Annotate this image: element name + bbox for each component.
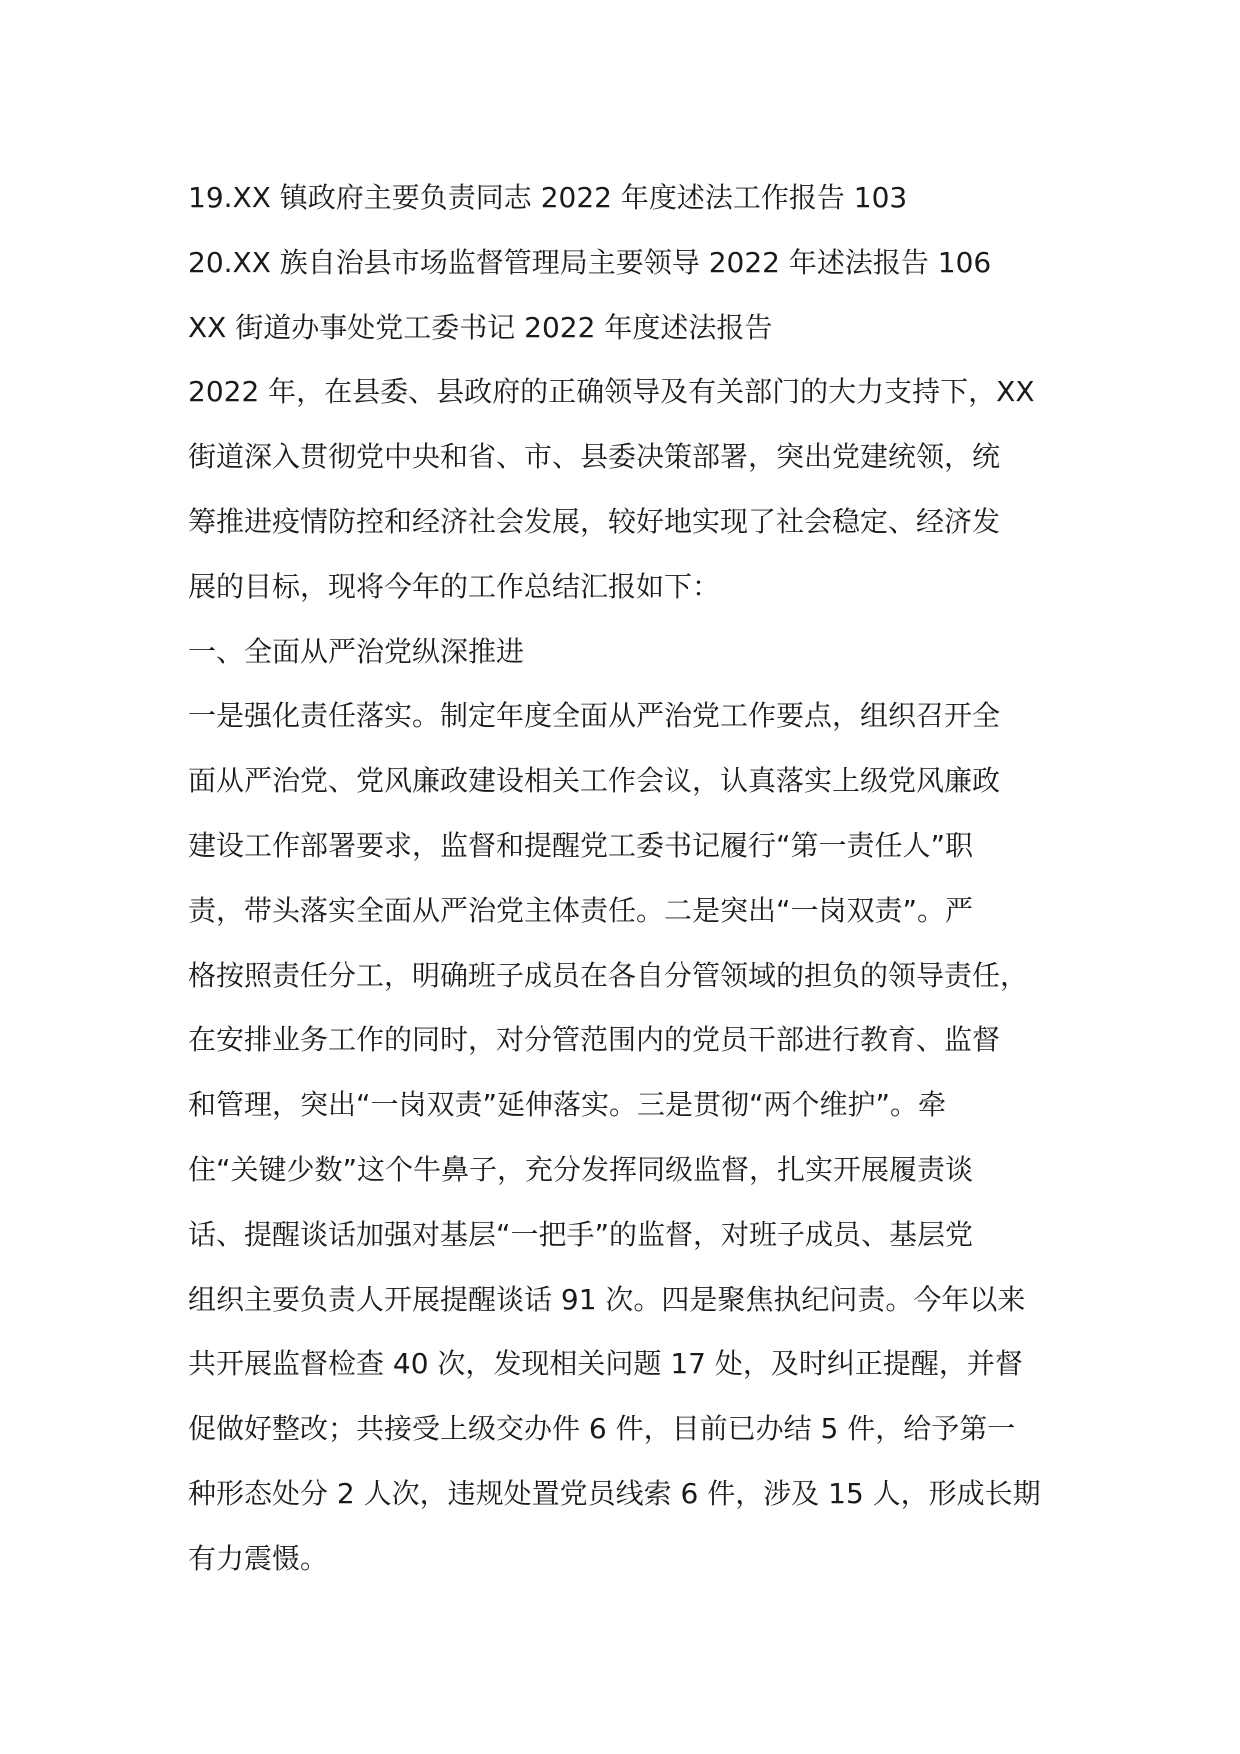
body-line: 住“关键少数”这个牛鼻子，充分发挥同级监督，扎实开展履责谈 (188, 1152, 974, 1186)
intro-line: 街道深入贯彻党中央和省、市、县委决策部署，突出党建统领，统 (188, 440, 1001, 474)
body-line: 促做好整改；共接受上级交办件 6 件，目前已办结 5 件，给予第一 (188, 1412, 1016, 1446)
body-line: 一是强化责任落实。制定年度全面从严治党工作要点，组织召开全 (188, 699, 1001, 733)
body-line: 组织主要负责人开展提醒谈话 91 次。四是聚焦执纪问责。今年以来 (188, 1282, 1026, 1316)
document-body (188, 166, 1108, 1592)
intro-line: 2022 年，在县委、县政府的正确领导及有关部门的大力支持下，XX (188, 375, 1035, 409)
body-line: 种形态处分 2 人次，违规处置党员线索 6 件，涉及 15 人，形成长期 (188, 1476, 1041, 1510)
report-title: XX 街道办事处党工委书记 2022 年度述法报告 (188, 310, 773, 344)
intro-line: 筹推进疫情防控和经济社会发展，较好地实现了社会稳定、经济发 (188, 504, 1001, 538)
body-line: 责，带头落实全面从严治党主体责任。二是突出“一岗双责”。严 (188, 893, 974, 927)
body-line: 面从严治党、党风廉政建设相关工作会议，认真落实上级党风廉政 (188, 764, 1001, 798)
toc-entry-19: 19.XX 镇政府主要负责同志 2022 年度述法工作报告 103 (188, 181, 908, 214)
toc-entry-20: 20.XX 族自治县市场监督管理局主要领导 2022 年述法报告 106 (188, 245, 992, 279)
body-line: 建设工作部署要求，监督和提醒党工委书记履行“第一责任人”职 (188, 828, 974, 862)
intro-line: 展的目标，现将今年的工作总结汇报如下： (188, 569, 721, 603)
body-line: 话、提醒谈话加强对基层“一把手”的监督，对班子成员、基层党 (188, 1217, 974, 1251)
section-heading: 一、全面从严治党纵深推进 (188, 634, 525, 668)
body-line: 共开展监督检查 40 次，发现相关问题 17 处，及时纠正提醒，并督 (188, 1347, 1023, 1381)
body-line: 在安排业务工作的同时，对分管范围内的党员干部进行教育、监督 (188, 1023, 1001, 1057)
body-line: 有力震慑。 (188, 1541, 329, 1575)
body-line: 格按照责任分工，明确班子成员在各自分管领域的担负的领导责任， (188, 958, 1029, 992)
body-line: 和管理，突出“一岗双责”延伸落实。三是贯彻“两个维护”。牵 (188, 1088, 947, 1122)
